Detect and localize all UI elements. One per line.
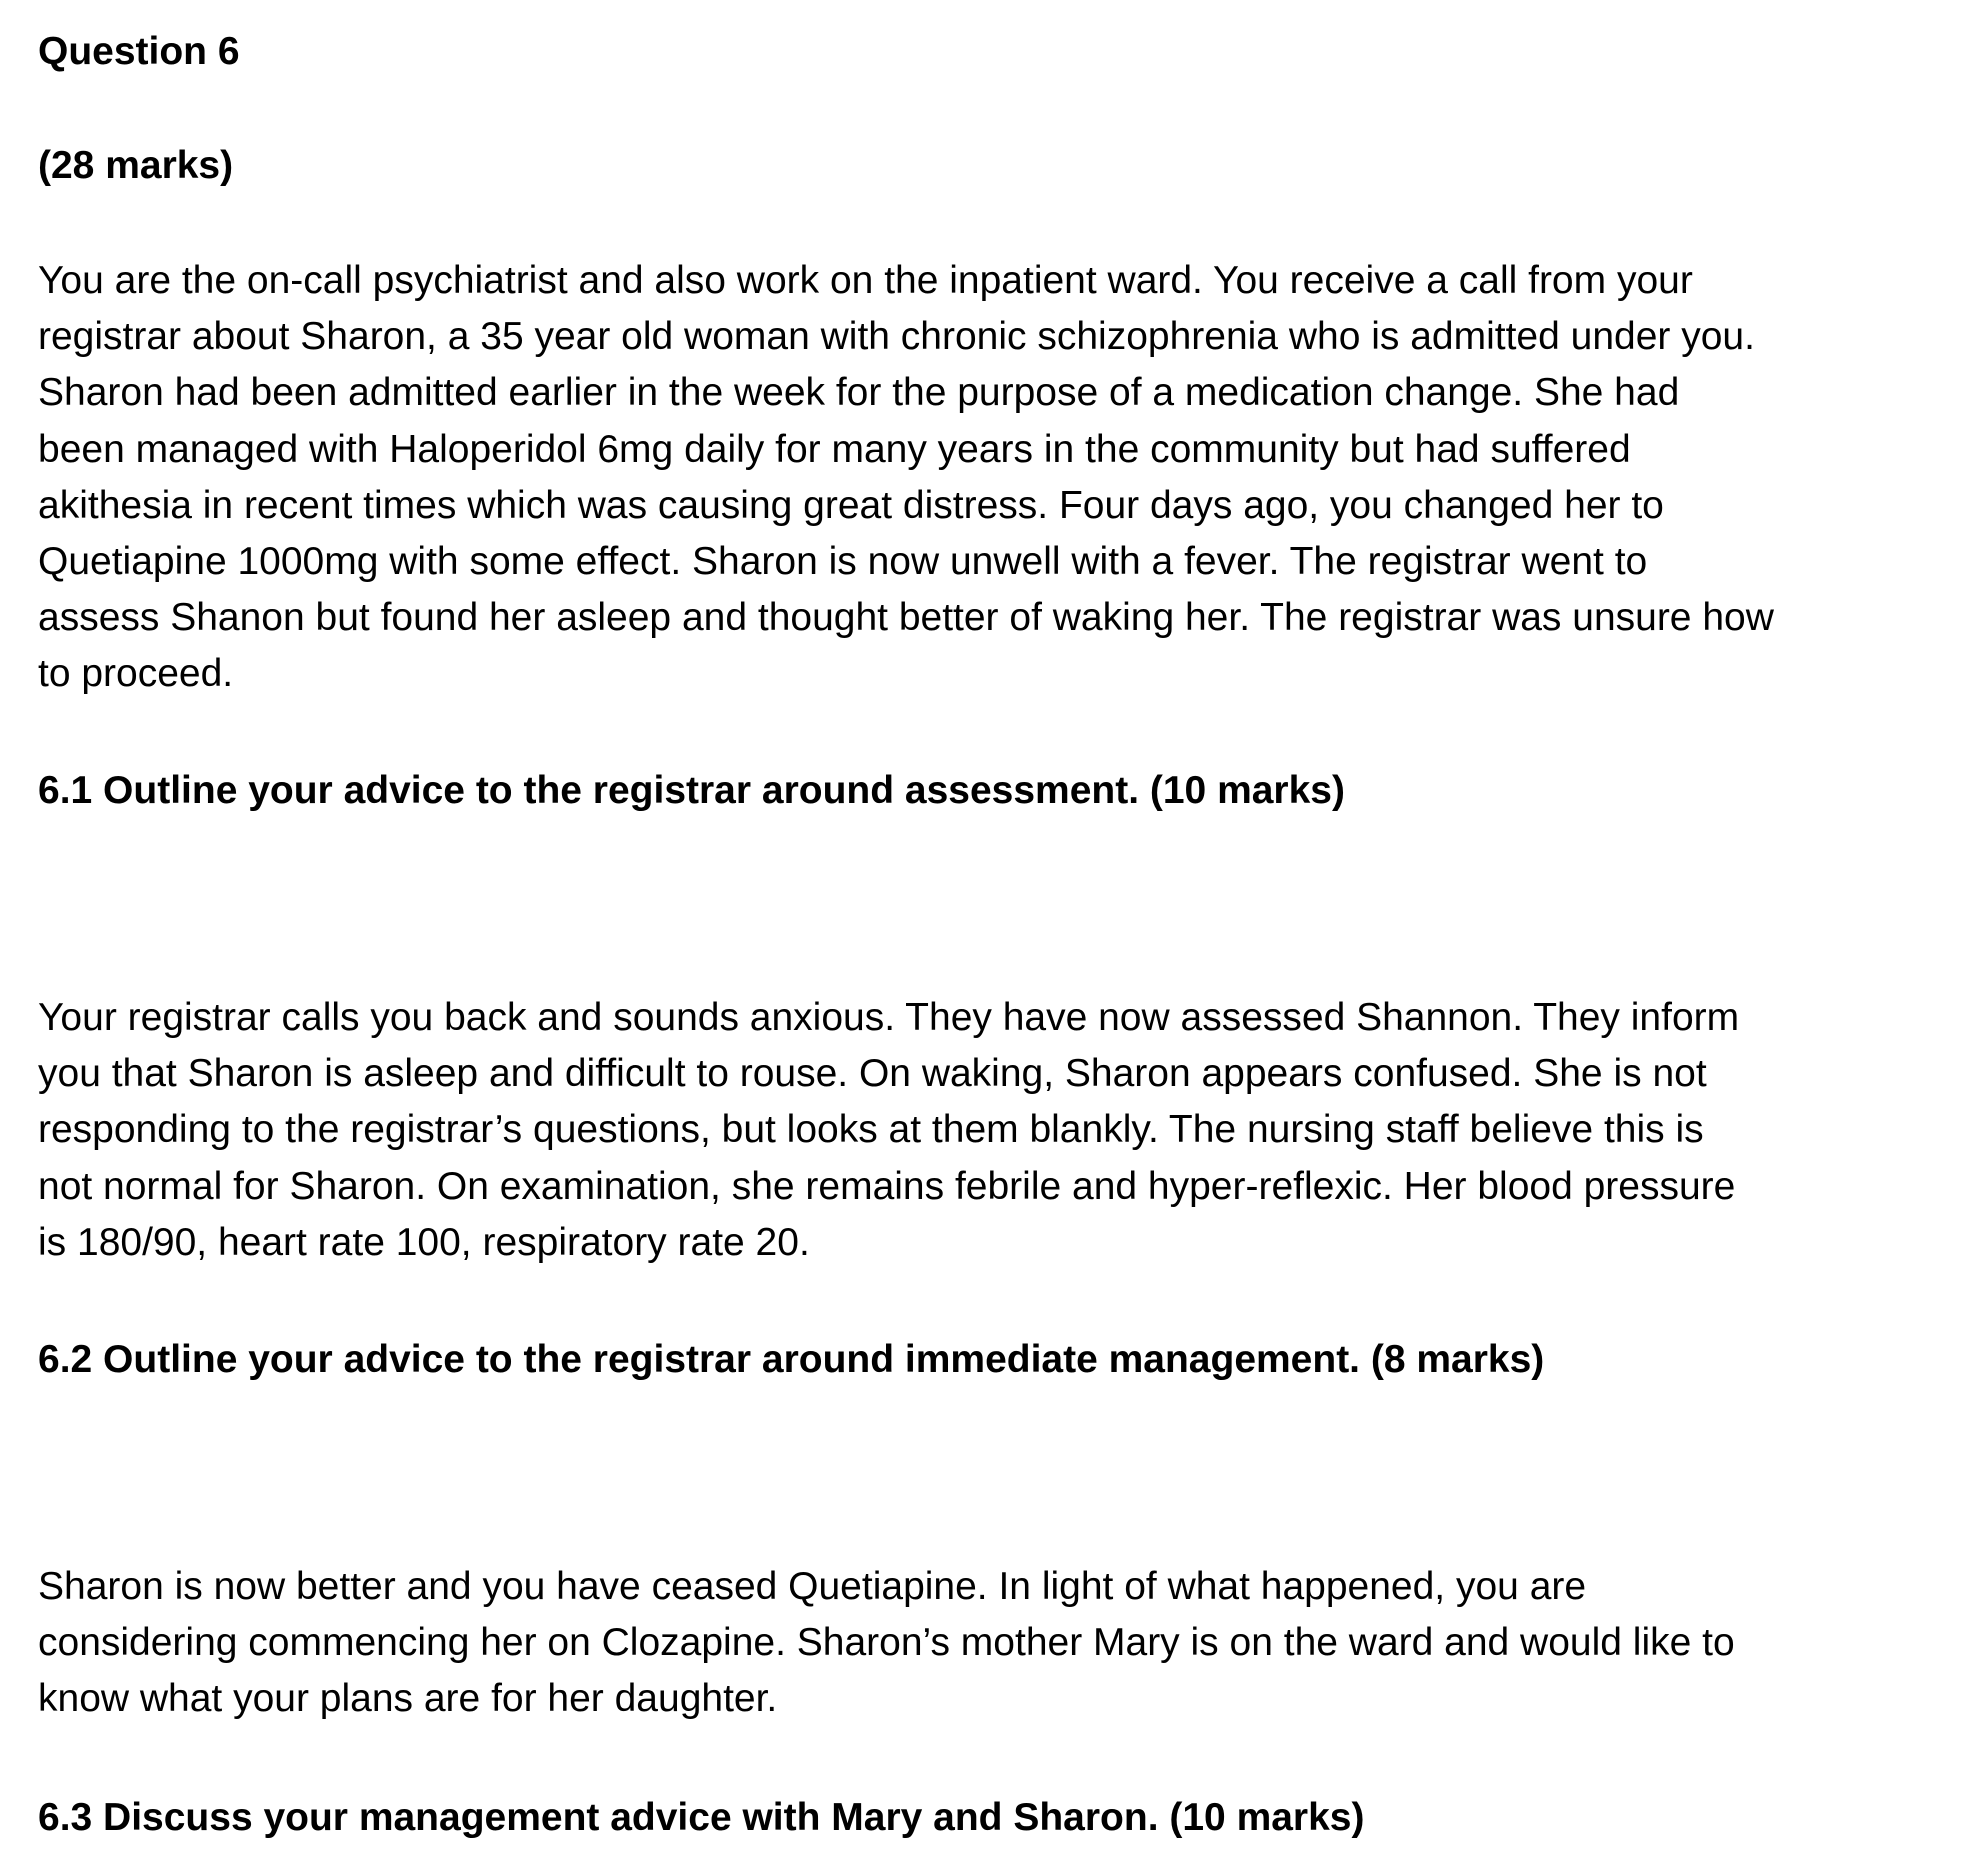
scenario-paragraph-3: [38, 1559, 1735, 1728]
paragraph-line: know what your plans are for her daughter.: [38, 1677, 778, 1721]
question-total-marks: (28 marks): [38, 144, 234, 187]
paragraph-line: registrar about Sharon, a 35 year old woman with chronic schizophrenia who is admitted under you.: [38, 315, 1755, 359]
paragraph-line: is 180/90, heart rate 100, respiratory rate 20.: [38, 1220, 810, 1264]
paragraph-line: Sharon had been admitted earlier in the week for the purpose of a medication change. She had: [38, 371, 1680, 415]
paragraph-line: considering commencing her on Clozapine. Sharon’s mother Mary is on the ward and would like to: [38, 1621, 1735, 1665]
paragraph-line: Quetiapine 1000mg with some effect. Sharon is now unwell with a fever. The registrar went to: [38, 540, 1648, 584]
paragraph-line: You are the on-call psychiatrist and also work on the inpatient ward. You receive a call from your: [38, 259, 1693, 302]
paragraph-line: akithesia in recent times which was causing great distress. Four days ago, you changed her to: [38, 483, 1664, 527]
sub-question-6-3: 6.3 Discuss your management advice with Mary and Sharon. (10 marks): [38, 1796, 1365, 1839]
scenario-paragraph-1: [38, 253, 1774, 703]
paragraph-line: responding to the registrar’s questions, but looks at them blankly. The nursing staff believe this is: [38, 1108, 1704, 1152]
sub-question-6-2: 6.2 Outline your advice to the registrar around immediate management. (8 marks): [38, 1338, 1545, 1381]
paragraph-line: assess Shanon but found her asleep and thought better of waking her. The registrar was unsure how: [38, 596, 1774, 640]
paragraph-line: Your registrar calls you back and sounds anxious. They have now assessed Shannon. They inform: [38, 996, 1740, 1039]
paragraph-line: you that Sharon is asleep and difficult to rouse. On waking, Sharon appears confused. She is not: [38, 1052, 1707, 1096]
paragraph-line: to proceed.: [38, 652, 234, 696]
question-title: Question 6: [38, 30, 240, 73]
paragraph-line: not normal for Sharon. On examination, she remains febrile and hyper-reflexic. Her blood pressure: [38, 1164, 1736, 1208]
paragraph-line: Sharon is now better and you have ceased Quetiapine. In light of what happened, you are: [38, 1565, 1587, 1608]
paragraph-line: been managed with Haloperidol 6mg daily for many years in the community but had suffered: [38, 427, 1631, 471]
sub-question-6-1: 6.1 Outline your advice to the registrar around assessment. (10 marks): [38, 769, 1345, 812]
scenario-paragraph-2: [38, 990, 1739, 1271]
